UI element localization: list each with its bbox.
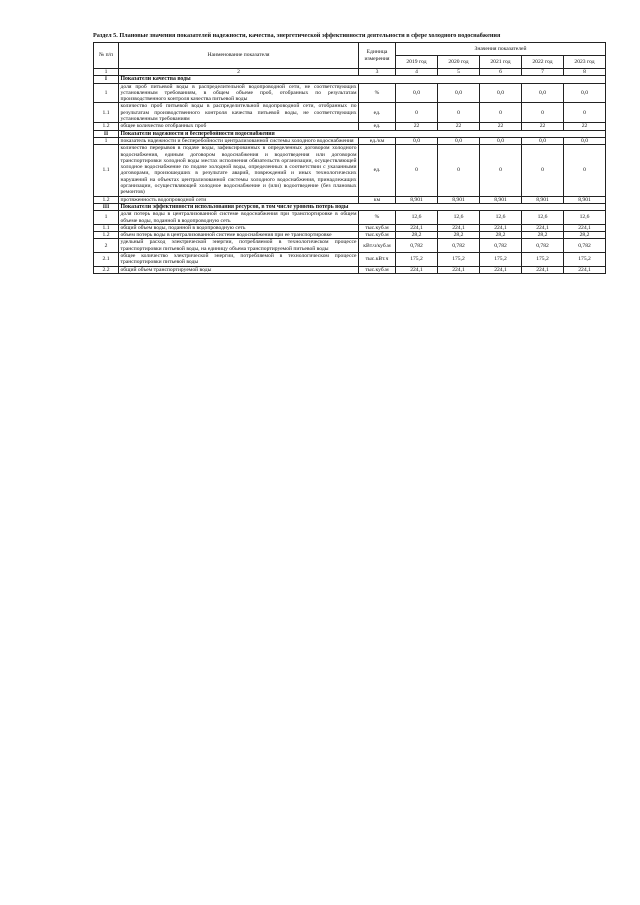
value-cell: 0: [438, 103, 480, 123]
value-cell: 0,0: [522, 83, 564, 103]
section-row: [94, 203, 606, 210]
value-cell: 8,901: [564, 196, 606, 203]
value-cell: 28,2: [480, 232, 522, 239]
row-number: 1: [94, 211, 119, 225]
indicator-name: количество проб питьевой воды в распределительной водопроводной сети, отобранных по результатам производственного контроля качества питьевой воды, не соответствующих установленным требованиям: [120, 103, 357, 123]
value-cell: 22: [438, 123, 480, 130]
row-number: 2.1: [94, 253, 119, 267]
column-index-cell: 3: [359, 69, 396, 76]
unit-cell: тыс.кВт.ч: [359, 253, 396, 267]
indicator-name: показатель надежности и бесперебойности централизованной системы холодного водоснабжения: [119, 137, 359, 144]
value-cell: 28,2: [522, 232, 564, 239]
value-cell: 0: [480, 103, 522, 123]
value-cell: 224,1: [438, 266, 480, 273]
table-row: [94, 224, 606, 231]
row-number: 2.2: [94, 266, 119, 273]
indicator-name: общее количество электрической энергии, потребляемой в технологическом процессе транспортировки питьевой воды: [120, 253, 357, 266]
value-cell: 22: [480, 123, 522, 130]
value-cell: 0,782: [564, 239, 606, 253]
value-cell: 22: [396, 123, 438, 130]
header-num: № п/п: [94, 43, 119, 69]
section-title: Показатели эффективности использования ресурсов, в том числе уровень потерь воды: [119, 203, 606, 210]
value-cell: 8,901: [396, 196, 438, 203]
column-index-row: [94, 69, 606, 76]
value-cell: 0: [396, 103, 438, 123]
section-number: II: [94, 130, 119, 137]
unit-cell: %: [359, 83, 396, 103]
unit-cell: ед.: [359, 145, 396, 196]
value-cell: 28,2: [564, 232, 606, 239]
document-page: [93, 32, 605, 274]
value-cell: 0: [522, 103, 564, 123]
value-cell: 224,1: [396, 266, 438, 273]
unit-cell: км: [359, 196, 396, 203]
table-row: [94, 83, 606, 103]
indicator-name: доля проб питьевой воды в распределительной водопроводной сети, не соответствующих установленным требованиям, в общем объеме проб, отобранных по результатам производственного контроля качества питьевой воды: [120, 83, 357, 103]
value-cell: 224,1: [396, 224, 438, 231]
value-cell: 224,1: [480, 266, 522, 273]
unit-cell: ед.: [359, 103, 396, 123]
value-cell: 8,901: [480, 196, 522, 203]
unit-cell: тыс.куб.м: [359, 266, 396, 273]
table-row: [94, 123, 606, 130]
row-number: 1.2: [94, 123, 119, 130]
header-name: Наименование показателя: [119, 43, 359, 69]
header-year: 2023 год: [564, 56, 606, 69]
value-cell: 0: [522, 145, 564, 196]
row-number: 1.2: [94, 196, 119, 203]
value-cell: 0,0: [480, 83, 522, 103]
section-number: III: [94, 203, 119, 210]
table-body: [94, 69, 606, 274]
header-unit: Единица измерения: [359, 43, 396, 69]
indicator-name: объем потерь воды в централизованной системе водоснабжения при ее транспортировке: [119, 232, 359, 239]
table-row: [94, 137, 606, 144]
unit-cell: ед./км: [359, 137, 396, 144]
table-row: [94, 266, 606, 273]
table-row: [94, 239, 606, 253]
table-row: [94, 145, 606, 196]
column-index-cell: 2: [119, 69, 359, 76]
value-cell: 0: [396, 145, 438, 196]
value-cell: 175,2: [396, 253, 438, 267]
row-number: 1.1: [94, 145, 119, 196]
header-year: 2019 год: [396, 56, 438, 69]
value-cell: 0,0: [480, 137, 522, 144]
header-year: 2022 год: [522, 56, 564, 69]
indicator-name: общее количество отобранных проб: [119, 123, 359, 130]
indicator-name: протяженность водопроводной сети: [119, 196, 359, 203]
value-cell: 0: [438, 145, 480, 196]
value-cell: 0,782: [438, 239, 480, 253]
row-number: 1: [94, 83, 119, 103]
section-row: [94, 130, 606, 137]
value-cell: 28,2: [396, 232, 438, 239]
column-index-cell: 8: [564, 69, 606, 76]
value-cell: 0,0: [396, 83, 438, 103]
value-cell: 0,0: [564, 137, 606, 144]
value-cell: 0,0: [396, 137, 438, 144]
section-title: Показатели надежности и бесперебойности водоснабжения: [119, 130, 606, 137]
value-cell: 175,2: [522, 253, 564, 267]
section-title: Показатели качества воды: [119, 76, 606, 83]
value-cell: 0,0: [438, 83, 480, 103]
value-cell: 12,6: [480, 211, 522, 225]
unit-cell: %: [359, 211, 396, 225]
column-index-cell: 7: [522, 69, 564, 76]
header-values-group: Значения показателей: [396, 43, 606, 56]
value-cell: 0,782: [480, 239, 522, 253]
value-cell: 175,2: [480, 253, 522, 267]
indicator-name: доля потерь воды в централизованной системе водоснабжения при транспортировке в общем объеме воды, поданной в водопроводную сеть: [120, 211, 357, 224]
value-cell: 0: [564, 103, 606, 123]
value-cell: 8,901: [438, 196, 480, 203]
table-row: [94, 211, 606, 225]
value-cell: 22: [564, 123, 606, 130]
header-year: 2020 год: [438, 56, 480, 69]
value-cell: 224,1: [564, 266, 606, 273]
row-number: 1.1: [94, 103, 119, 123]
unit-cell: ед.: [359, 123, 396, 130]
section-heading: Раздел 5. Плановые значения показателей надежности, качества, энергетической эффективности деятельности в сфере холодного водоснабжения: [93, 32, 501, 39]
header-year: 2021 год: [480, 56, 522, 69]
row-number: 2: [94, 239, 119, 253]
value-cell: 12,6: [522, 211, 564, 225]
unit-cell: тыс.куб.м: [359, 232, 396, 239]
value-cell: 0,0: [438, 137, 480, 144]
value-cell: 224,1: [480, 224, 522, 231]
column-index-cell: 4: [396, 69, 438, 76]
value-cell: 224,1: [564, 224, 606, 231]
value-cell: 0,0: [522, 137, 564, 144]
unit-cell: тыс.куб.м: [359, 224, 396, 231]
table-row: [94, 253, 606, 267]
indicator-name: удельный расход электрической энергии, потребляемой в технологическом процессе транспортировки питьевой воды, на единицу объема транспортируемой питьевой воды: [120, 239, 357, 252]
column-index-cell: 6: [480, 69, 522, 76]
indicators-table: [93, 42, 606, 274]
table-row: [94, 103, 606, 123]
indicator-name: количество перерывов в подаче воды, зафиксированных в определенных договором холодного водоснабжения, единым договором водоснабжения и водоотведения или договором транспортировки холодной воды местах исполнения обязательств организации, осуществляющей холодное водоснабжение по подаче холодной воды, определенных в соответствии с указанными договорами, произошедших в результате аварий, повреждений и иных технологических нарушений на объектах централизованной системы холодного водоснабжения, принадлежащих организации, осуществляющей холодное водоснабжение и (или) водоотведение (без плановых ремонтов): [120, 145, 357, 196]
header-row-1: [94, 43, 606, 56]
indicator-name: общий объем транспортируемой воды: [119, 266, 359, 273]
section-number: I: [94, 76, 119, 83]
value-cell: 0,0: [564, 83, 606, 103]
column-index-cell: 1: [94, 69, 119, 76]
value-cell: 12,6: [564, 211, 606, 225]
value-cell: 8,901: [522, 196, 564, 203]
indicator-name: общий объем воды, поданной в водопроводную сеть: [119, 224, 359, 231]
column-index-cell: 5: [438, 69, 480, 76]
value-cell: 224,1: [522, 224, 564, 231]
value-cell: 12,6: [396, 211, 438, 225]
table-row: [94, 232, 606, 239]
value-cell: 0,782: [396, 239, 438, 253]
value-cell: 0,782: [522, 239, 564, 253]
value-cell: 0: [564, 145, 606, 196]
row-number: 1: [94, 137, 119, 144]
value-cell: 22: [522, 123, 564, 130]
value-cell: 0: [480, 145, 522, 196]
unit-cell: кВт.ч/куб.м: [359, 239, 396, 253]
value-cell: 224,1: [438, 224, 480, 231]
value-cell: 28,2: [438, 232, 480, 239]
value-cell: 12,6: [438, 211, 480, 225]
table-row: [94, 196, 606, 203]
value-cell: 175,2: [564, 253, 606, 267]
value-cell: 224,1: [522, 266, 564, 273]
value-cell: 175,2: [438, 253, 480, 267]
section-row: [94, 76, 606, 83]
row-number: 1.2: [94, 232, 119, 239]
row-number: 1.1: [94, 224, 119, 231]
